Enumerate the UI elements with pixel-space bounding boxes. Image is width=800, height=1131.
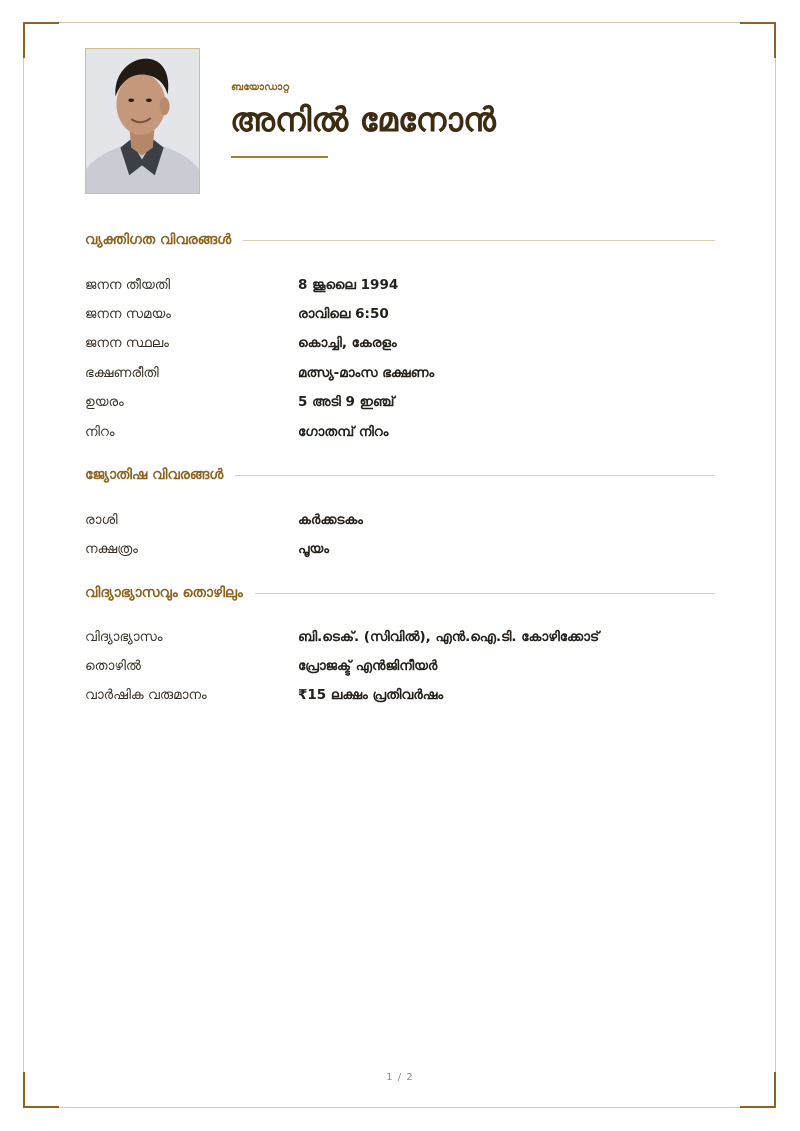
name-underline	[231, 156, 328, 158]
detail-label: നക്ഷത്രം	[85, 541, 138, 558]
astrology-details-list	[85, 505, 715, 564]
education-details-list	[85, 622, 715, 710]
candidate-name: അനിൽ മേനോൻ	[230, 100, 496, 139]
detail-row-height	[85, 388, 715, 417]
detail-label: ഭക്ഷണരീതി	[85, 364, 159, 381]
section-header-education	[85, 585, 715, 601]
detail-label: ജനന തീയതി	[85, 276, 171, 293]
detail-value: 8 ജൂലൈ 1994	[298, 276, 399, 293]
section-title: വിദ്യാഭ്യാസവും തൊഴിലും	[85, 585, 243, 601]
detail-row-nakshatra	[85, 534, 715, 563]
section-header-personal	[85, 232, 715, 248]
detail-value: പൂയം	[298, 541, 329, 558]
detail-value: കൊച്ചി, കേരളം	[298, 335, 397, 352]
detail-row-birth-time	[85, 299, 715, 328]
detail-row-rasi	[85, 505, 715, 534]
section-title: ജ്യോതിഷ വിവരങ്ങൾ	[85, 467, 224, 483]
section-divider	[255, 593, 715, 594]
detail-value: ₹15 ലക്ഷം പ്രതിവർഷം	[298, 687, 444, 704]
detail-label: ജനന സ്ഥലം	[85, 335, 169, 352]
detail-value: കർക്കടകം	[298, 511, 363, 528]
page-number: 1 / 2	[386, 1072, 414, 1083]
detail-value: മത്സ്യ-മാംസ ഭക്ഷണം	[298, 364, 435, 381]
detail-row-occupation	[85, 651, 715, 680]
detail-label: ജനന സമയം	[85, 306, 171, 323]
detail-label: വിദ്യാഭ്യാസം	[85, 628, 163, 645]
detail-row-education	[85, 622, 715, 651]
detail-label: വാർഷിക വരുമാനം	[85, 687, 207, 704]
detail-label: തൊഴിൽ	[85, 658, 141, 675]
detail-row-birth-date	[85, 270, 715, 299]
corner-ornament-top-right	[740, 22, 776, 58]
detail-value: രാവിലെ 6:50	[298, 306, 389, 323]
profile-photo	[85, 48, 200, 194]
section-header-astrology	[85, 467, 715, 483]
section-divider	[235, 475, 715, 476]
document-subtitle: ബയോഡാറ്റ	[231, 82, 290, 93]
portrait-icon	[86, 49, 199, 193]
section-divider	[243, 240, 715, 241]
corner-ornament-top-left	[23, 22, 59, 58]
personal-details-list	[85, 270, 715, 446]
detail-row-diet	[85, 358, 715, 387]
detail-row-complexion	[85, 417, 715, 446]
detail-value: 5 അടി 9 ഇഞ്ച്	[298, 394, 395, 411]
detail-value: ബി.ടെക്. (സിവിൽ), എൻ.ഐ.ടി. കോഴിക്കോട്	[298, 628, 600, 645]
detail-label: നിറം	[85, 423, 115, 440]
detail-value: ഗോതമ്പ് നിറം	[298, 423, 389, 440]
detail-label: ഉയരം	[85, 394, 124, 411]
detail-row-birth-place	[85, 329, 715, 358]
section-title: വ്യക്തിഗത വിവരങ്ങൾ	[85, 232, 232, 248]
detail-label: രാശി	[85, 511, 118, 528]
detail-value: പ്രോജക്ട് എൻജിനീയർ	[298, 658, 438, 675]
detail-row-income	[85, 681, 715, 710]
